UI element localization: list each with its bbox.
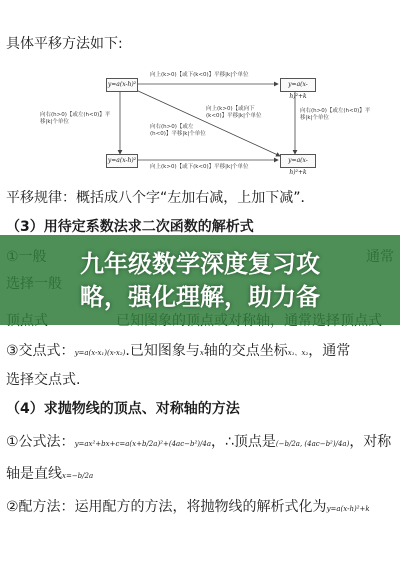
rule-line: [6, 188, 315, 208]
s3-item3-mid: .已知图象与: [125, 343, 200, 359]
s4-item1-label: ①公式法：: [6, 434, 75, 450]
s4-item2: [6, 497, 370, 519]
s3-item3-x1x2: x₁、x₂: [287, 349, 309, 357]
s3-item3-label: ③交点式：: [6, 343, 75, 359]
s4-item1-vertex: (−b/2a, (4ac−b²)/4a): [275, 440, 350, 448]
promo-banner-title: [0, 248, 400, 314]
rule-text: 概括成八个字“左加右减，上加下减”．: [76, 190, 315, 206]
s3-item3: [6, 341, 350, 363]
diagram-box-bottom-right: y=a(x-h)²+k: [280, 154, 316, 168]
s4-item1-tail: ，对称: [349, 434, 392, 450]
s4-item1-mid: ，∴顶点是: [211, 434, 276, 450]
s4-item1-line2: [6, 464, 93, 486]
rule-label: 平移规律：: [6, 190, 76, 206]
s4-item1: [6, 432, 391, 454]
translation-diagram: [0, 60, 400, 180]
s3-item3-x: x: [199, 349, 204, 357]
diagram-label-right: 向右(h>0)【或左(h<0)】平移|k|个单位: [300, 108, 371, 121]
diagram-box-top-right: y=a(x-h)²+k: [280, 78, 316, 92]
section-3-heading: （3）用待定系数法求二次函数的解析式: [6, 219, 254, 235]
banner-line-1: 九年级数学深度复习攻: [80, 250, 320, 278]
s4-item2-formula: y=a(x-h)²+k: [326, 505, 370, 513]
s3-item3-line2: 选择交点式.: [6, 372, 81, 388]
s4-item2-text: 运用配方的方法，将抛物线的解析式化为: [74, 499, 327, 515]
s3-item3-tail: ，通常: [308, 343, 351, 359]
s3-item3-mid2: 轴的交点坐标: [203, 343, 288, 359]
diagram-label-bottom: 向上(k>0)【或下(k<0)】平移|k|个单位: [150, 164, 249, 170]
s4-item1-axis-label: 轴是直线: [6, 466, 62, 482]
intro-text: 具体平移方法如下:: [6, 36, 123, 52]
banner-line-2: 略，强化理解，助力备: [80, 283, 320, 311]
diagram-box-top-left: y=a(x-h)²: [106, 78, 138, 92]
diagram-label-left: 向右(h>0)【或左(h<0)】平移|k|个单位: [40, 112, 111, 125]
s3-item3-formula: y=a(x-x₁)(x-x₂): [74, 349, 126, 357]
diagram-label-top: 向上(k>0)【或下(k<0)】平移|k|个单位: [150, 72, 249, 78]
diagram-label-diag: 向上(k>0)【或向下(k<0)】平移|k|个单位: [206, 106, 262, 119]
section-4-heading: （4）求抛物线的顶点、对称轴的方法: [6, 401, 240, 417]
diagram-box-bottom-left: y=a(x-h)²: [106, 154, 138, 168]
diagram-label-mid: 向右(h>0)【或左(h<0)】平移|k|个单位: [150, 124, 206, 137]
s4-item1-formula: y=ax²+bx+c=a(x+b/2a)²+(4ac−b²)/4a: [74, 440, 211, 448]
s4-item1-axis: x=−b/2a: [62, 472, 94, 480]
s4-item2-label: ②配方法：: [6, 499, 75, 515]
